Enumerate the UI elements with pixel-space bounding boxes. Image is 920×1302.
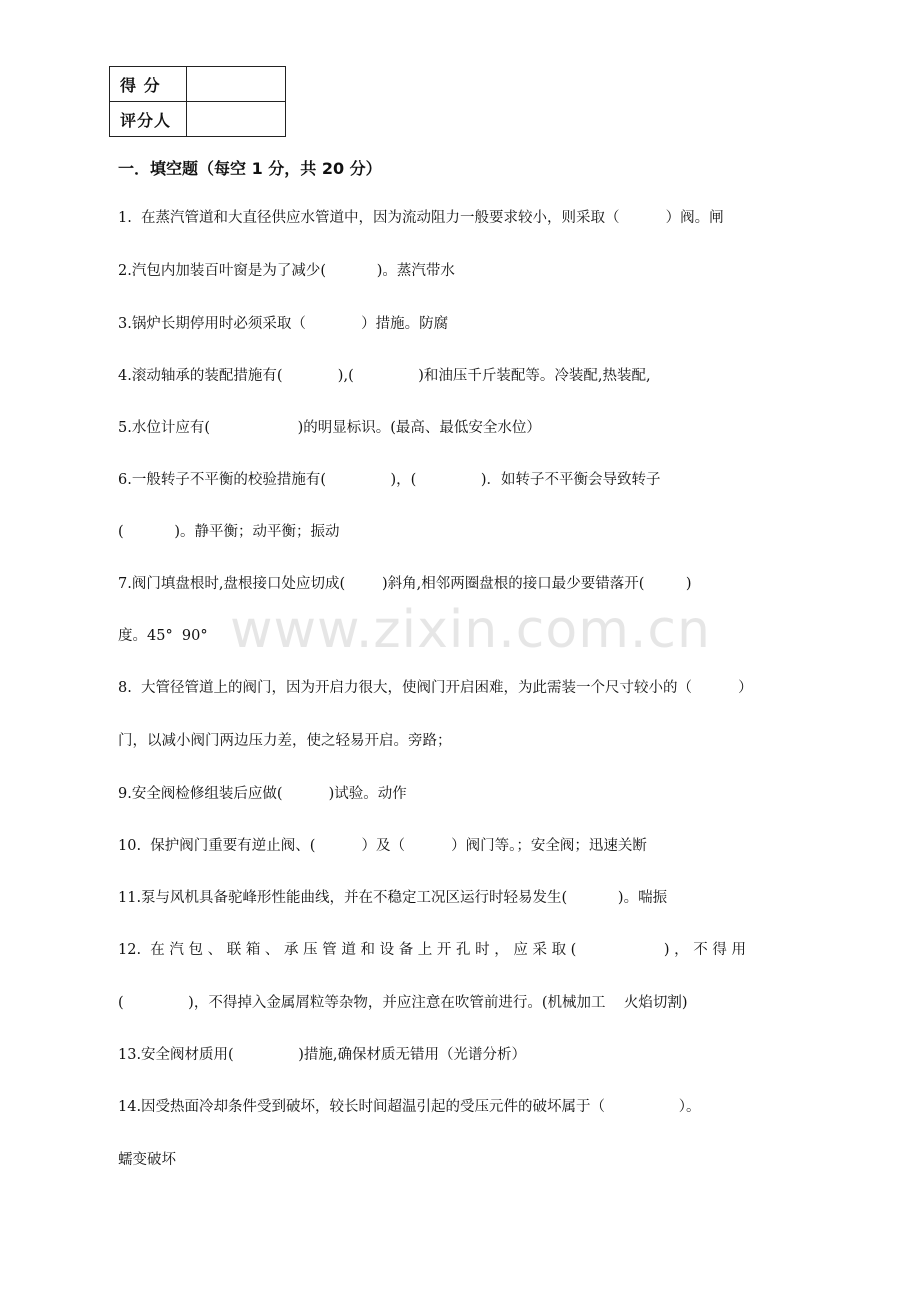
question-line: 10. 保护阀门重要有逆止阀、( ）及（ ）阀门等。；安全阀；迅速关断	[118, 838, 647, 854]
question-line: 度。45° 90°	[118, 628, 208, 644]
section-title: 一．填空题（每空 1 分，共 20 分）	[118, 159, 382, 178]
grader-row	[110, 102, 286, 137]
question-line: 6.一般转子不平衡的校验措施有( )，( )．如转子不平衡会导致转子	[118, 472, 661, 488]
question-line: ( )，不得掉入金属屑粒等杂物，并应注意在吹管前进行。(机械加工 火焰切割)	[118, 995, 688, 1011]
question-line: 13.安全阀材质用( )措施,确保材质无错用（光谱分析）	[118, 1047, 527, 1063]
question-line: 3.锅炉长期停用时必须采取（ ）措施。防腐	[118, 316, 449, 332]
question-line: 1. 在蒸汽管道和大直径供应水管道中，因为流动阻力一般要求较小，则采取（ ）阀。闸	[118, 210, 724, 226]
question-line: 4.滚动轴承的装配措施有( ),( )和油压千斤装配等。冷装配,热装配,	[118, 368, 651, 384]
question-line: 11.泵与风机具备驼峰形性能曲线，并在不稳定工况区运行时轻易发生( )。喘振	[118, 890, 668, 906]
question-line: 14.因受热面冷却条件受到破坏，较长时间超温引起的受压元件的破坏属于（ ）。	[118, 1099, 701, 1115]
grader-value-cell[interactable]	[187, 102, 286, 137]
question-line: 门，以减小阀门两边压力差，使之轻易开启。旁路；	[118, 733, 452, 749]
score-row	[110, 67, 286, 102]
question-line: 8. 大管径管道上的阀门，因为开启力很大，使阀门开启困难，为此需装一个尺寸较小的（ ）	[118, 680, 753, 696]
question-line: ( )。静平衡；动平衡；振动	[118, 524, 340, 540]
question-line: 5.水位计应有( )的明显标识。(最高、最低安全水位）	[118, 420, 541, 436]
score-label: 得 分	[110, 67, 187, 102]
question-line: 蠕变破坏	[118, 1152, 176, 1168]
grader-label: 评分人	[110, 102, 187, 137]
score-table	[109, 66, 286, 137]
question-line: 9.安全阀检修组装后应做( )试验。动作	[118, 786, 407, 802]
watermark: www.zixin.com.cn	[230, 600, 711, 660]
score-value-cell[interactable]	[187, 67, 286, 102]
question-line: 2.汽包内加装百叶窗是为了减少( )。蒸汽带水	[118, 263, 455, 279]
question-line: 7.阀门填盘根时,盘根接口处应切成( )斜角,相邻两圈盘根的接口最少要错落开( )	[118, 576, 692, 592]
question-line: 12. 在 汽 包 、 联 箱 、 承 压 管 道 和 设 备 上 开 孔 时 ， 应 采 取 ( ) ， 不 得 用	[118, 942, 747, 958]
